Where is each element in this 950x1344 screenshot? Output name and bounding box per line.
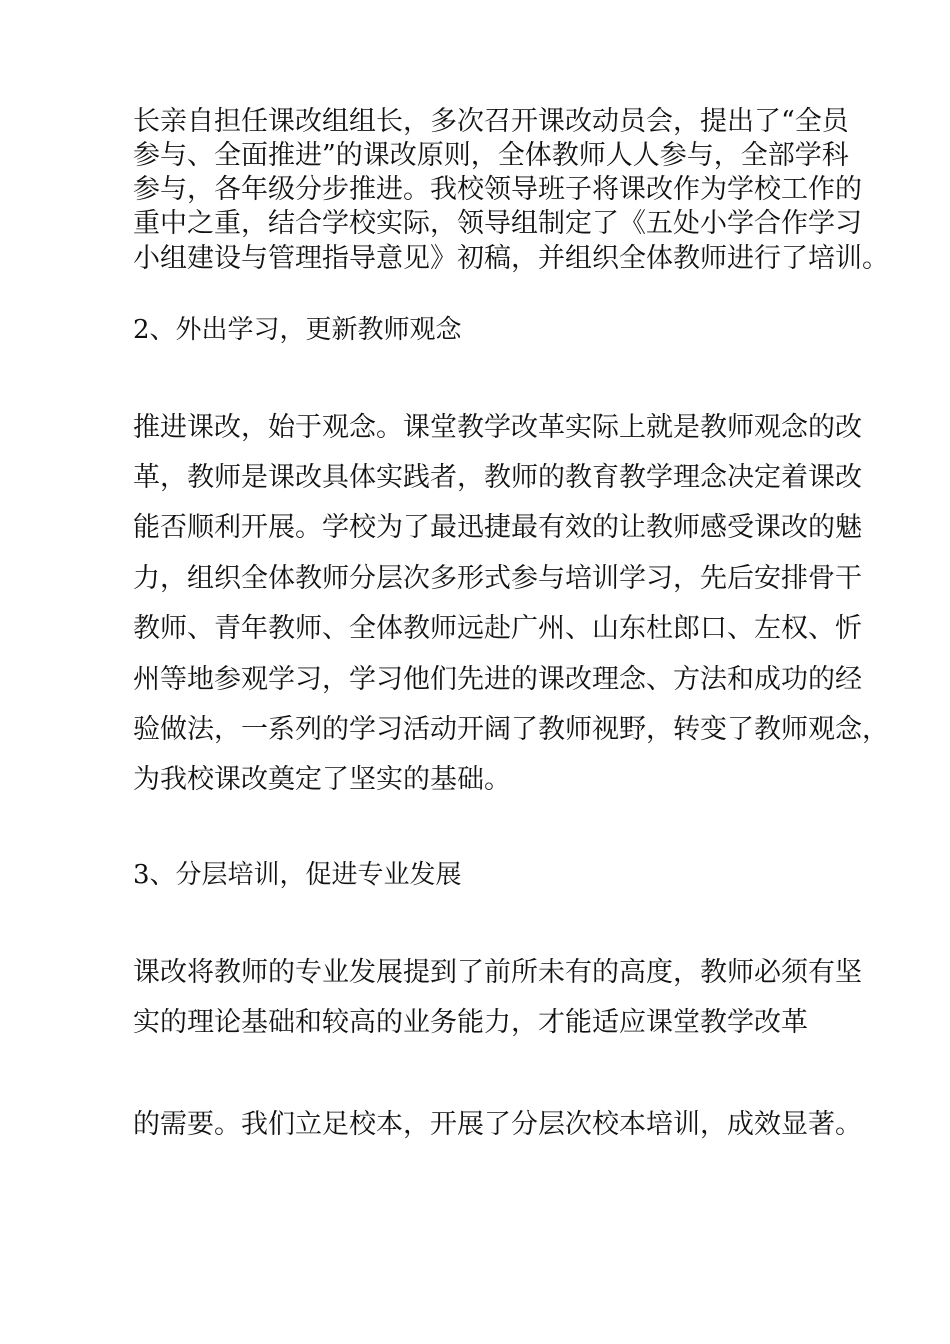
paragraph-line: 小组建设与管理指导意见》初稿，并组织全体教师进行了培训。 [133,243,889,274]
paragraph-line: 能否顺利开展。学校为了最迅捷最有效的让教师感受课改的魅 [133,512,862,543]
paragraph-line: 推进课改，始于观念。课堂教学改革实际上就是教师观念的改 [133,412,862,443]
paragraph-line: 为我校课改奠定了坚实的基础。 [133,764,511,795]
paragraph-line: 革，教师是课改具体实践者，教师的教育教学理念决定着课改 [133,462,862,493]
paragraph-line: 验做法，一系列的学习活动开阔了教师视野，转变了教师观念， [133,714,889,745]
paragraph-line: 实的理论基础和较高的业务能力，才能适应课堂教学改革 [133,1007,808,1038]
paragraph-line: 参与、全面推进”的课改原则，全体教师人人参与，全部学科 [133,140,849,171]
paragraph-line: 重中之重，结合学校实际，领导组制定了《五处小学合作学习 [133,208,862,239]
section-heading: 3、分层培训，促进专业发展 [133,860,462,890]
paragraph-line: 力，组织全体教师分层次多形式参与培训学习，先后安排骨干 [133,563,862,594]
paragraph-line: 州等地参观学习，学习他们先进的课改理念、方法和成功的经 [133,664,862,695]
paragraph-line: 的需要。我们立足校本，开展了分层次校本培训，成效显著。 [133,1109,862,1140]
paragraph-line: 教师、青年教师、全体教师远赴广州、山东杜郎口、左权、忻 [133,613,862,644]
paragraph-line: 长亲自担任课改组组长，多次召开课改动员会，提出了“全员 [133,106,849,137]
section-heading: 2、外出学习，更新教师观念 [133,315,462,345]
paragraph-line: 课改将教师的专业发展提到了前所未有的高度，教师必须有坚 [133,957,862,988]
paragraph-line: 参与，各年级分步推进。我校领导班子将课改作为学校工作的 [133,174,862,205]
